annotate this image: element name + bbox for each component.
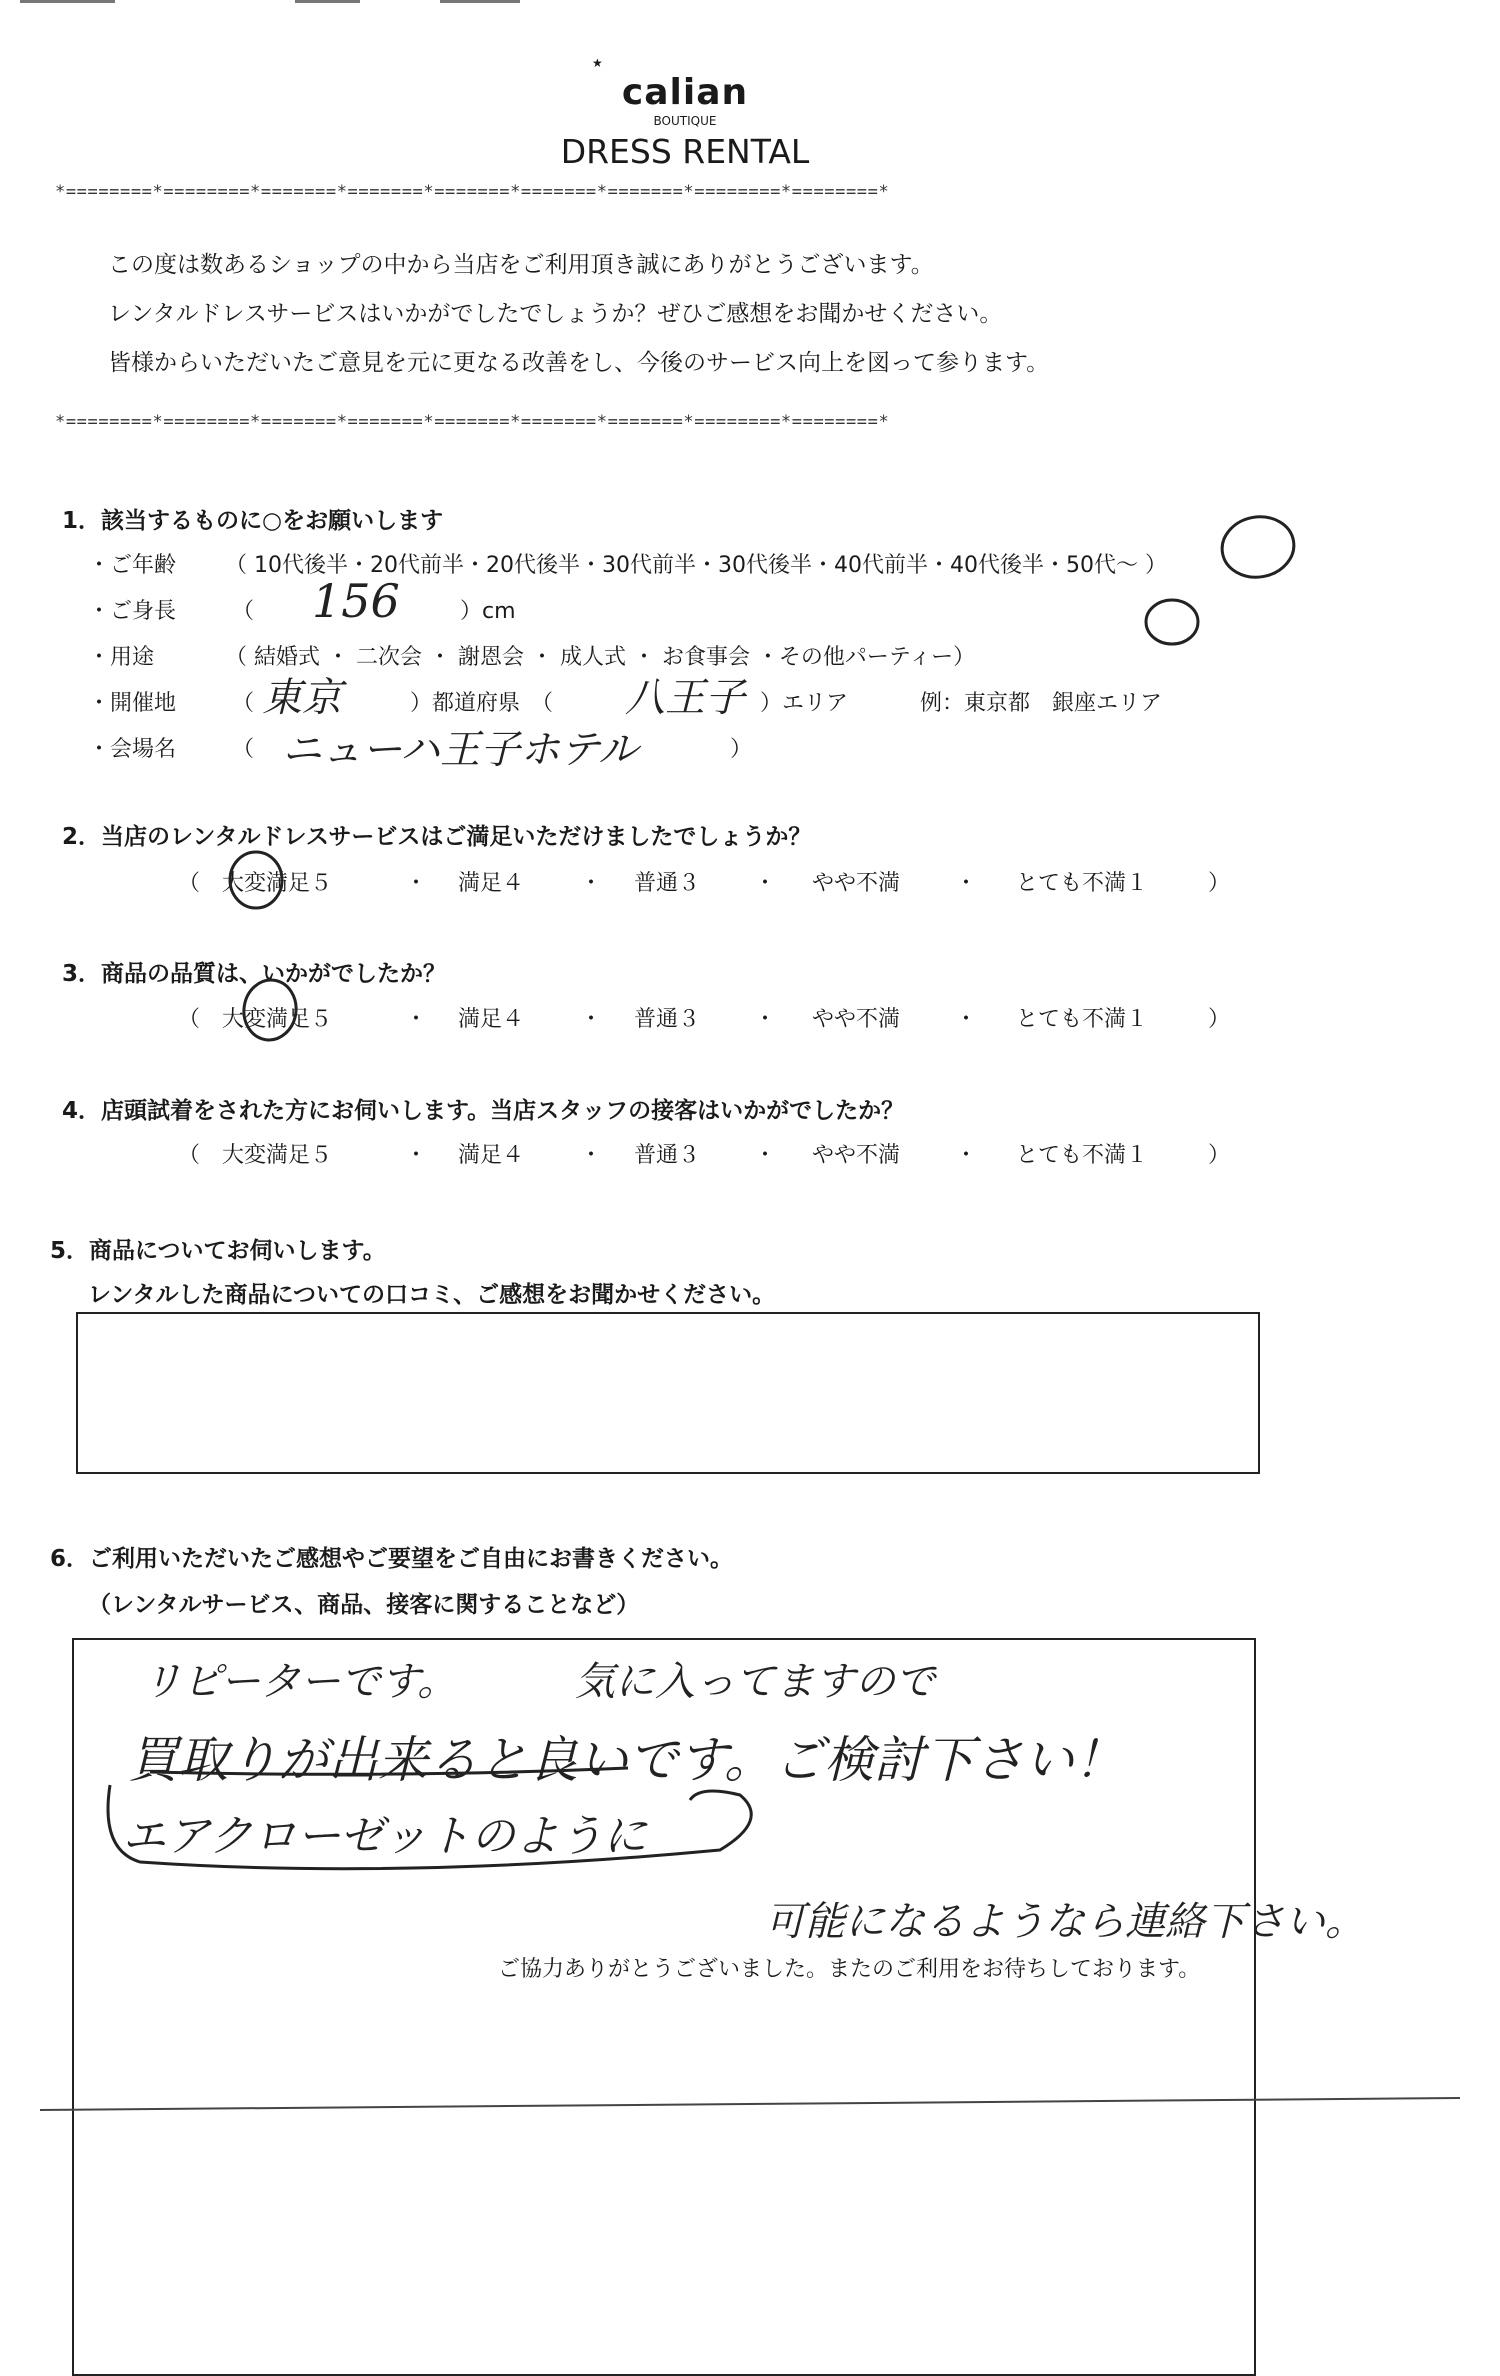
venue-name-label: ・会場名 (88, 737, 177, 762)
height-value: 156 (312, 574, 400, 628)
q6-title: 6．ご利用いただいたご感想やご要望をご自由にお書きください。 (50, 1546, 734, 1572)
circle-mark-age (1217, 511, 1298, 583)
q2-dot: ・ (580, 871, 603, 896)
venue-area-label: ・開催地 (88, 691, 177, 716)
q3-option-3: 普通３ (634, 1007, 701, 1032)
venue-area-example: 例：東京都 銀座エリア (920, 691, 1163, 716)
q2-option-3: 普通３ (634, 871, 701, 896)
q2-option-2: やや不満 (812, 871, 901, 896)
q2-option-1: とても不満１ (1016, 871, 1149, 896)
divider-bottom: *========*========*=======*=======*=======*=======*=======*========*========* (55, 412, 890, 432)
venue-area-pref-suffix: ）都道府県 （ (410, 691, 554, 716)
q4-title: 4．店頭試着をされた方にお伺いします。当店スタッフの接客はいかがでしたか？ (62, 1098, 905, 1124)
q4-dot: ・ (754, 1143, 777, 1168)
q6-answer-line-4: 可能になるようなら連絡下さい。 (765, 1899, 1365, 1945)
prefecture-value: 東京 (262, 675, 342, 721)
q3-option-1: とても不満１ (1016, 1007, 1149, 1032)
q4-open: （ (178, 1143, 201, 1168)
height-open: （ (232, 599, 255, 624)
bottom-scan-line (40, 2098, 1460, 2110)
height-label: ・ご身長 (88, 599, 177, 624)
venue-area-open: （ (232, 691, 255, 716)
age-options: （ 10代後半・20代前半・20代後半・30代前半・30代後半・40代前半・40代後半・50代～ ） (225, 553, 1167, 578)
q3-dot: ・ (955, 1007, 978, 1032)
q5-title: 5．商品についてお伺いします。 (50, 1238, 386, 1264)
venue-area-area-suffix: ）エリア (760, 691, 849, 716)
q2-title: 2．当店のレンタルドレスサービスはご満足いただけましたでしょうか？ (62, 824, 812, 850)
q3-option-5: 大変満足５ (222, 1007, 333, 1032)
loop-mark (108, 1785, 751, 1869)
q2-dot: ・ (955, 871, 978, 896)
q2-dot: ・ (754, 871, 777, 896)
underline-mark (150, 1768, 628, 1774)
q2-option-5: 大変満足５ (222, 871, 333, 896)
age-label: ・ご年齢 (88, 553, 177, 578)
brand-name: calian (621, 72, 749, 113)
q3-close: ） (1208, 1007, 1231, 1032)
q3-title: 3．商品の品質は、いかがでしたか？ (62, 961, 447, 987)
q6-subtitle: （レンタルサービス、商品、接客に関することなど） (88, 1592, 640, 1618)
venue-name-value: ニューハ王子ホテル (282, 727, 638, 773)
purpose-options: （ 結婚式 ・ 二次会 ・ 謝恩会 ・ 成人式 ・ お食事会 ・その他パーティー） (225, 645, 976, 670)
q3-option-4: 満足４ (458, 1007, 525, 1032)
logo-star-icon: ★ (592, 56, 603, 70)
q4-dot: ・ (955, 1143, 978, 1168)
q6-answer-line-1b: 気に入ってますので (575, 1659, 935, 1705)
intro-line-1: この度は数あるショップの中から当店をご利用頂き誠にありがとうございます。 (108, 252, 934, 278)
area-value: 八王子 (625, 675, 745, 721)
brand-tagline: DRESS RENTAL (560, 132, 810, 171)
q3-dot: ・ (754, 1007, 777, 1032)
q4-option-5: 大変満足５ (222, 1143, 333, 1168)
closing-message: ご協力ありがとうございました。またのご利用をお待ちしております。 (498, 1957, 1201, 1982)
q3-open: （ (178, 1007, 201, 1032)
circle-mark-q2 (230, 852, 282, 908)
q2-open: （ (178, 871, 201, 896)
divider-top: *========*========*=======*=======*=======*=======*=======*========*========* (55, 182, 890, 202)
q4-close: ） (1208, 1143, 1231, 1168)
intro-line-2: レンタルドレスサービスはいかがでしたでしょうか？ぜひご感想をお聞かせください。 (108, 301, 1003, 327)
circle-mark-purpose (1146, 600, 1198, 644)
q6-answer-line-3: エアクローゼットのように (122, 1811, 647, 1862)
q3-dot: ・ (580, 1007, 603, 1032)
q6-answer-line-2: 買取りが出来ると良いです。ご検討下さい！ (128, 1731, 1124, 1789)
brand-sub: BOUTIQUE (653, 114, 717, 128)
circle-mark-q3 (240, 977, 300, 1044)
venue-name-open: （ (232, 737, 255, 762)
venue-name-close: ） (730, 737, 753, 762)
purpose-label: ・用途 (88, 645, 155, 670)
q2-option-4: 満足４ (458, 871, 525, 896)
intro-line-3: 皆様からいただいたご意見を元に更なる改善をし、今後のサービス向上を図って参ります。 (108, 350, 1050, 376)
q3-option-2: やや不満 (812, 1007, 901, 1032)
q4-dot: ・ (405, 1143, 428, 1168)
q2-dot: ・ (405, 871, 428, 896)
q2-close: ） (1208, 871, 1231, 896)
q4-option-1: とても不満１ (1016, 1143, 1149, 1168)
q4-dot: ・ (580, 1143, 603, 1168)
height-close: ）cm (460, 599, 516, 624)
q4-option-4: 満足４ (458, 1143, 525, 1168)
q5-subtitle: レンタルした商品についての口コミ、ご感想をお聞かせください。 (88, 1282, 776, 1308)
q3-dot: ・ (405, 1007, 428, 1032)
q4-option-2: やや不満 (812, 1143, 901, 1168)
q6-answer-line-1a: リピーターです。 (142, 1659, 458, 1705)
q1-title: 1．該当するものに○をお願いします (62, 508, 444, 534)
q4-option-3: 普通３ (634, 1143, 701, 1168)
